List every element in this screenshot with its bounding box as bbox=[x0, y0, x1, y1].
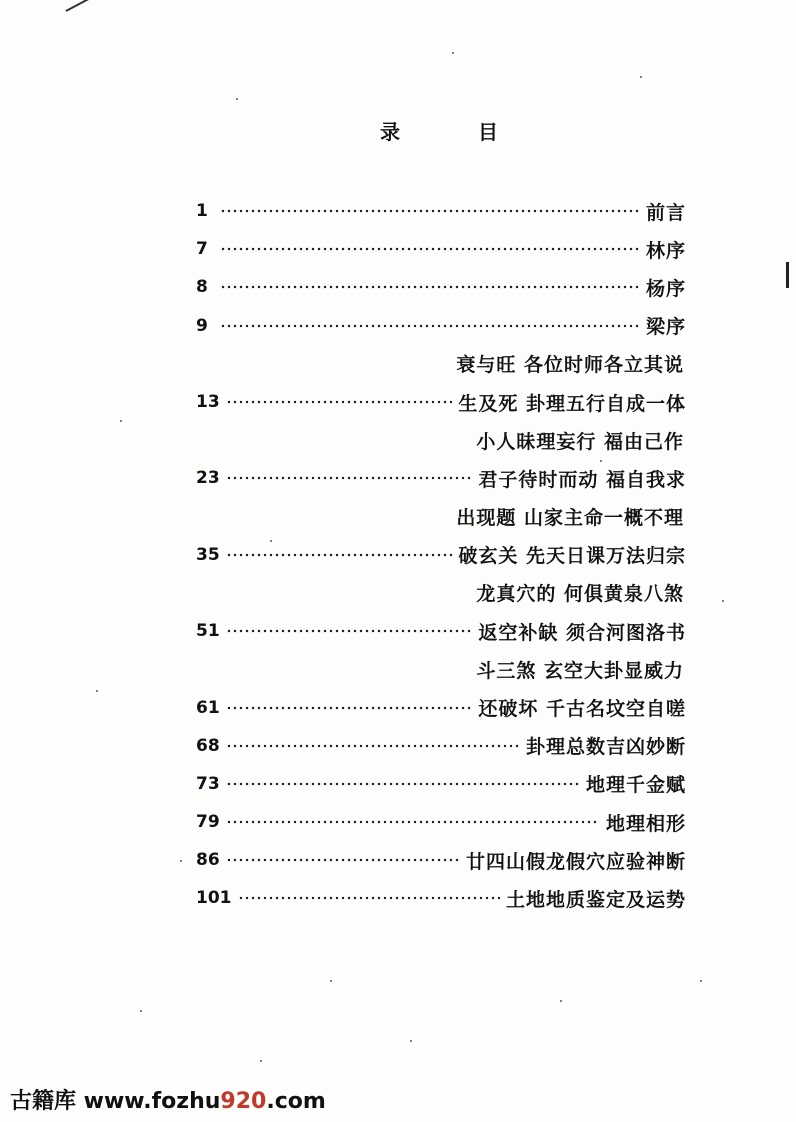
toc-entry[interactable] bbox=[196, 612, 686, 650]
toc-page-number: 13 bbox=[196, 392, 220, 413]
toc-dot-leader bbox=[220, 247, 640, 251]
toc-continuation-line bbox=[196, 345, 686, 383]
toc-page-number: 1 bbox=[196, 201, 208, 222]
toc-dot-leader bbox=[226, 744, 520, 748]
table-of-contents bbox=[196, 192, 686, 918]
scan-speck bbox=[600, 460, 602, 462]
toc-entry-title: 斗三煞 玄空大卦显威力 bbox=[476, 659, 684, 682]
toc-entry[interactable] bbox=[196, 307, 686, 345]
toc-entry-title: 返空补缺 须合河图洛书 bbox=[478, 621, 686, 644]
toc-dot-leader bbox=[226, 400, 453, 404]
toc-entry[interactable] bbox=[196, 803, 686, 841]
scan-speck bbox=[260, 1060, 262, 1062]
toc-page-number: 101 bbox=[196, 888, 232, 909]
toc-dot-leader bbox=[238, 896, 500, 900]
toc-entry-title: 小人昧理妄行 福由己作 bbox=[476, 430, 684, 453]
toc-dot-leader bbox=[220, 324, 640, 328]
watermark-footer bbox=[10, 1084, 326, 1115]
scan-speck bbox=[330, 980, 332, 982]
scan-speck bbox=[410, 1040, 412, 1042]
toc-dot-leader bbox=[226, 782, 580, 786]
scan-speck bbox=[560, 1000, 562, 1002]
toc-entry-title: 出现题 山家主命一概不理 bbox=[456, 507, 684, 530]
scan-speck bbox=[140, 1010, 142, 1012]
scan-speck bbox=[722, 600, 724, 602]
toc-continuation-line bbox=[196, 498, 686, 536]
page-title bbox=[380, 116, 500, 144]
toc-page-number: 68 bbox=[196, 735, 220, 756]
toc-entry[interactable] bbox=[196, 230, 686, 268]
toc-dot-leader bbox=[226, 629, 473, 633]
toc-dot-leader bbox=[226, 706, 473, 710]
toc-page-number: 7 bbox=[196, 239, 208, 260]
toc-dot-leader bbox=[226, 858, 460, 862]
toc-entry[interactable] bbox=[196, 765, 686, 803]
toc-entry[interactable] bbox=[196, 688, 686, 726]
toc-entry[interactable] bbox=[196, 268, 686, 306]
toc-entry-title: 地理千金赋 bbox=[585, 774, 686, 797]
toc-entry-title: 林序 bbox=[645, 239, 686, 262]
scan-speck bbox=[120, 420, 122, 422]
toc-entry-title: 梁序 bbox=[645, 316, 686, 339]
toc-page-number: 8 bbox=[196, 277, 208, 298]
toc-page-number: 23 bbox=[196, 468, 220, 489]
scan-corner-mark bbox=[66, 0, 102, 12]
toc-page-number: 51 bbox=[196, 621, 220, 642]
toc-continuation-line bbox=[196, 421, 686, 459]
toc-entry-title: 廿四山假龙假穴应验神断 bbox=[465, 850, 686, 873]
toc-entry-title: 衰与旺 各位时师各立其说 bbox=[456, 354, 684, 377]
scan-speck bbox=[640, 76, 642, 78]
toc-page-number: 73 bbox=[196, 773, 220, 794]
toc-entry-title: 杨序 bbox=[645, 277, 686, 300]
toc-entry-title: 破玄关 先天日课万法归宗 bbox=[458, 545, 686, 568]
toc-entry-title: 卦理总数吉凶妙断 bbox=[525, 736, 686, 759]
toc-page-number: 61 bbox=[196, 697, 220, 718]
toc-entry-title: 前言 bbox=[645, 201, 686, 224]
toc-entry[interactable] bbox=[196, 727, 686, 765]
scan-speck bbox=[452, 52, 454, 54]
scan-speck bbox=[180, 860, 182, 862]
watermark-prefix: 古籍库 www.fozhu bbox=[10, 1089, 221, 1114]
toc-page-number: 9 bbox=[196, 315, 208, 336]
toc-entry-title: 龙真穴的 何俱黄泉八煞 bbox=[476, 583, 684, 606]
toc-entry[interactable] bbox=[196, 879, 686, 917]
watermark-suffix: .com bbox=[266, 1089, 326, 1114]
toc-dot-leader bbox=[226, 820, 600, 824]
toc-entry[interactable] bbox=[196, 841, 686, 879]
page-title-char-2: 目 bbox=[478, 120, 500, 144]
toc-page-number: 79 bbox=[196, 812, 220, 833]
toc-dot-leader bbox=[226, 553, 453, 557]
toc-continuation-line bbox=[196, 574, 686, 612]
toc-page-number: 35 bbox=[196, 544, 220, 565]
scan-speck bbox=[236, 98, 238, 100]
toc-entry-title: 地理相形 bbox=[605, 812, 686, 835]
toc-entry[interactable] bbox=[196, 383, 686, 421]
toc-entry-title: 还破坏 千古名坟空自嗟 bbox=[478, 698, 686, 721]
toc-entry-title: 土地地质鉴定及运势 bbox=[505, 888, 686, 911]
scan-speck bbox=[700, 980, 702, 982]
scan-speck bbox=[270, 540, 272, 542]
toc-dot-leader bbox=[220, 285, 640, 289]
scan-speck bbox=[96, 690, 98, 692]
toc-entry-title: 君子待时而动 福自我求 bbox=[478, 468, 686, 491]
toc-continuation-line bbox=[196, 650, 686, 688]
watermark-number: 920 bbox=[220, 1089, 267, 1114]
toc-entry[interactable] bbox=[196, 192, 686, 230]
toc-page-number: 86 bbox=[196, 850, 220, 871]
toc-entry[interactable] bbox=[196, 459, 686, 497]
toc-dot-leader bbox=[226, 476, 473, 480]
toc-entry-title: 生及死 卦理五行自成一体 bbox=[458, 392, 686, 415]
toc-dot-leader bbox=[220, 209, 640, 213]
page-title-char-1: 录 bbox=[380, 120, 402, 144]
scan-edge-mark bbox=[786, 262, 789, 288]
